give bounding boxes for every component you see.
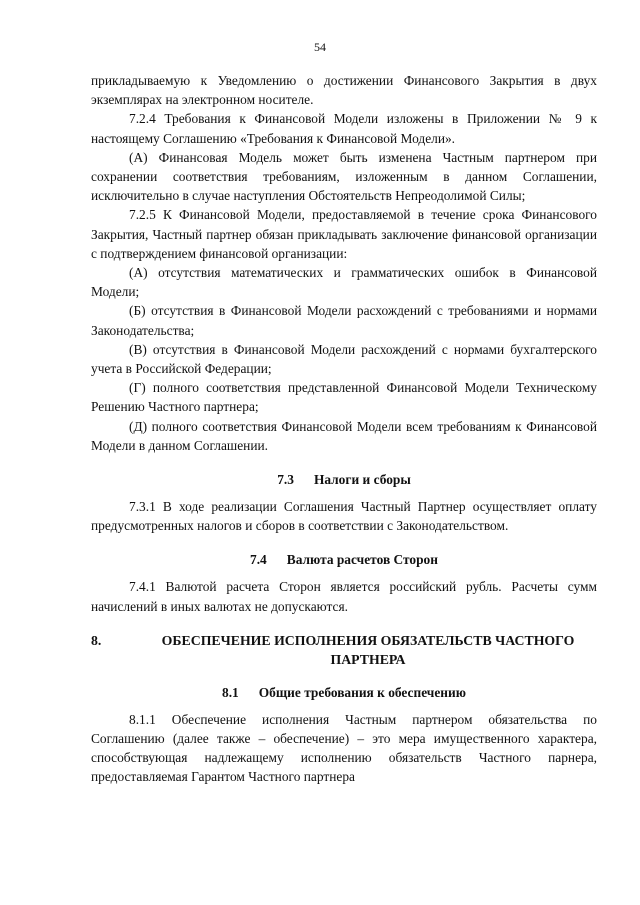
section-heading-7-4	[91, 550, 597, 569]
clause-7-2-5: 7.2.5 К Финансовой Модели, предоставляемой в течение срока Финансового Закрытия, Частный партнер обязан прикладывать заключение финансовой организации с подтверждением финансовой организации:	[91, 207, 597, 261]
section-title: Валюта расчетов Сторон	[286, 552, 438, 568]
chapter-number: 8.	[91, 632, 102, 648]
section-heading-7-3	[91, 470, 597, 489]
section-number: 7.4	[250, 552, 267, 568]
clause-7-2-5-e: (Д) полного соответствия Финансовой Модели всем требованиям к Финансовой Модели в данном Соглашении.	[91, 418, 597, 453]
clause-7-2-5-c: (В) отсутствия в Финансовой Модели расхождений с нормами бухгалтерского учета в Российской Федерации;	[91, 341, 597, 377]
clause-7-4-1: 7.4.1 Валютой расчета Сторон является российский рубль. Расчеты сумм начислений в иных валютах не допускаются.	[91, 579, 597, 614]
chapter-title: ОБЕСПЕЧЕНИЕ ИСПОЛНЕНИЯ ОБЯЗАТЕЛЬСТВ ЧАСТНОГО ПАРТНЕРА	[161, 632, 575, 668]
clause-7-2-4: 7.2.4 Требования к Финансовой Модели изложены в Приложении № 9 к настоящему Соглашению «Требования к Финансовой Модели».	[91, 111, 597, 146]
page-number: 54	[314, 40, 326, 54]
section-heading-8-1	[91, 683, 597, 702]
clause-7-2-5-b: (Б) отсутствия в Финансовой Модели расхождений с требованиями и нормами Законодательства;	[91, 303, 597, 338]
chapter-heading-8	[91, 631, 597, 670]
clause-7-2-5-a: (А) отсутствия математических и грамматических ошибок в Финансовой Модели;	[91, 265, 597, 300]
section-number: 8.1	[222, 684, 239, 700]
document-body	[91, 71, 597, 787]
clause-7-2-4-a: (А) Финансовая Модель может быть изменена Частным партнером при сохранении соответствия требованиям, изложенным в данном Соглашении, исключительно в случае наступления Обстоятельств Непреодолимой Силы;	[91, 149, 597, 204]
clause-7-3-1: 7.3.1 В ходе реализации Соглашения Частный Партнер осуществляет оплату предусмотренных налогов и сборов в соответствии с Законодательством.	[91, 499, 597, 534]
clause-8-1-1: 8.1.1 Обеспечение исполнения Частным партнером обязательства по Соглашению (далее также – обеспечение) – это мера имущественного характера, способствующая надлежащему исполнению обязательств Частного парнера, предоставляемая Гарантом Частного партнера	[91, 711, 597, 785]
clause-7-2-5-d: (Г) полного соответствия представленной Финансовой Модели Техническому Решению Частного партнера;	[91, 380, 597, 415]
paragraph-continuation: прикладываемую к Уведомлению о достижении Финансового Закрытия в двух экземплярах на электронном носителе.	[91, 73, 597, 108]
section-title: Общие требования к обеспечению	[258, 684, 466, 700]
section-number: 7.3	[277, 472, 294, 488]
section-title: Налоги и сборы	[313, 472, 411, 488]
